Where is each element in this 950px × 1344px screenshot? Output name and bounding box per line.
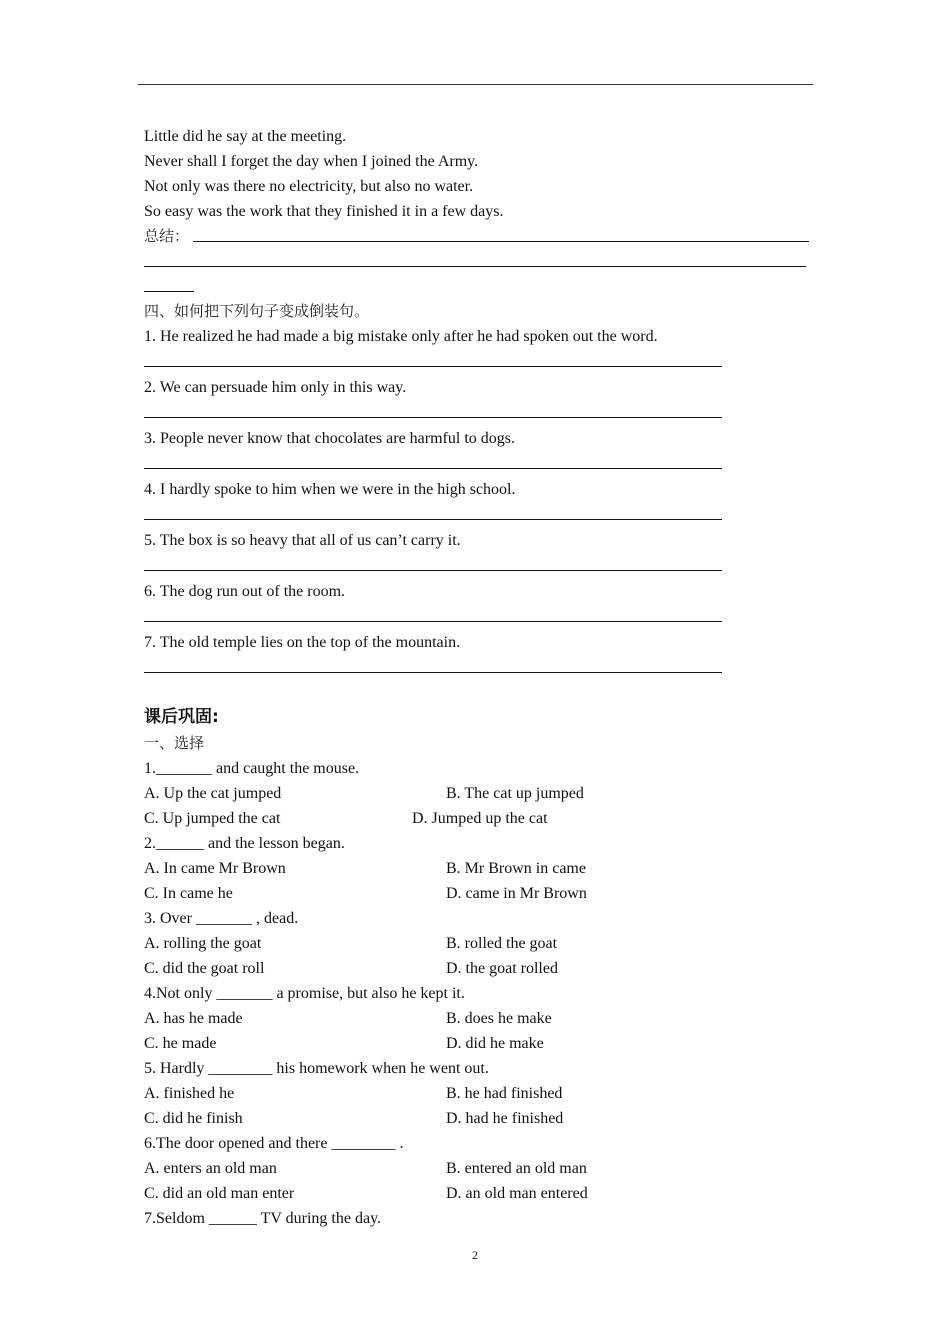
answer-line[interactable] xyxy=(144,655,722,673)
option-d[interactable]: D. Jumped up the cat xyxy=(412,810,548,827)
option-a[interactable]: A. finished he xyxy=(144,1085,235,1102)
option-row xyxy=(144,1181,809,1206)
option-row xyxy=(144,1031,809,1056)
option-c[interactable]: C. did he finish xyxy=(144,1110,243,1127)
option-b[interactable]: B. rolled the goat xyxy=(446,935,558,952)
option-row xyxy=(144,1006,809,1031)
question-stem: 6.The door opened and there ________ . xyxy=(144,1135,404,1152)
answer-line[interactable] xyxy=(144,451,722,469)
summary-blank[interactable] xyxy=(193,224,809,242)
answer-line[interactable] xyxy=(144,553,722,571)
answer-line[interactable] xyxy=(144,604,722,622)
summary-line xyxy=(144,224,809,249)
option-c[interactable]: C. did the goat roll xyxy=(144,960,265,977)
example-sentence: So easy was the work that they finished it in a few days. xyxy=(144,203,504,220)
question-stem: 1._______ and caught the mouse. xyxy=(144,760,360,777)
option-row xyxy=(144,856,809,881)
option-row xyxy=(144,781,809,806)
option-row xyxy=(144,1106,809,1131)
question-stem: 7.Seldom ______ TV during the day. xyxy=(144,1210,382,1227)
option-a[interactable]: A. In came Mr Brown xyxy=(144,860,286,877)
page-content xyxy=(144,124,809,1231)
option-row xyxy=(144,806,809,831)
option-row xyxy=(144,881,809,906)
rewrite-item: 1. He realized he had made a big mistake only after he had spoken out the word. xyxy=(144,328,658,345)
option-d[interactable]: D. came in Mr Brown xyxy=(446,885,587,902)
section-4-title: 四、如何把下列句子变成倒装句。 xyxy=(144,302,370,320)
summary-blank[interactable] xyxy=(144,274,194,292)
option-b[interactable]: B. does he make xyxy=(446,1010,552,1027)
answer-line[interactable] xyxy=(144,349,722,367)
option-a[interactable]: A. has he made xyxy=(144,1010,243,1027)
option-c[interactable]: C. In came he xyxy=(144,885,233,902)
review-subtitle: 一、选择 xyxy=(144,734,205,752)
rewrite-item: 5. The box is so heavy that all of us can’t carry it. xyxy=(144,532,461,549)
option-a[interactable]: A. rolling the goat xyxy=(144,935,262,952)
summary-blank[interactable] xyxy=(144,249,806,267)
option-d[interactable]: D. had he finished xyxy=(446,1110,564,1127)
rewrite-item: 4. I hardly spoke to him when we were in the high school. xyxy=(144,481,516,498)
page-number: 2 xyxy=(472,1248,478,1262)
question-stem: 2.______ and the lesson began. xyxy=(144,835,345,852)
option-row xyxy=(144,931,809,956)
option-a[interactable]: A. enters an old man xyxy=(144,1160,277,1177)
example-sentence: Never shall I forget the day when I joined the Army. xyxy=(144,153,479,170)
example-sentence: Not only was there no electricity, but also no water. xyxy=(144,178,474,195)
option-row xyxy=(144,1081,809,1106)
option-c[interactable]: C. did an old man enter xyxy=(144,1185,295,1202)
example-sentence: Little did he say at the meeting. xyxy=(144,128,347,145)
option-d[interactable]: D. an old man entered xyxy=(446,1185,588,1202)
question-stem: 4.Not only _______ a promise, but also he kept it. xyxy=(144,985,465,1002)
option-b[interactable]: B. The cat up jumped xyxy=(446,785,584,802)
summary-label: 总结： xyxy=(144,227,190,245)
option-d[interactable]: D. the goat rolled xyxy=(446,960,558,977)
rewrite-item: 3. People never know that chocolates are harmful to dogs. xyxy=(144,430,515,447)
answer-line[interactable] xyxy=(144,502,722,520)
review-title: 课后巩固: xyxy=(144,707,219,727)
option-d[interactable]: D. did he make xyxy=(446,1035,544,1052)
rewrite-item: 6. The dog run out of the room. xyxy=(144,583,346,600)
option-c[interactable]: C. he made xyxy=(144,1035,217,1052)
option-a[interactable]: A. Up the cat jumped xyxy=(144,785,282,802)
option-b[interactable]: B. he had finished xyxy=(446,1085,563,1102)
rewrite-item: 2. We can persuade him only in this way. xyxy=(144,379,407,396)
option-c[interactable]: C. Up jumped the cat xyxy=(144,810,281,827)
header-rule xyxy=(138,84,813,85)
option-b[interactable]: B. Mr Brown in came xyxy=(446,860,586,877)
rewrite-item: 7. The old temple lies on the top of the mountain. xyxy=(144,634,461,651)
option-row xyxy=(144,956,809,981)
answer-line[interactable] xyxy=(144,400,722,418)
option-row xyxy=(144,1156,809,1181)
question-stem: 3. Over _______ , dead. xyxy=(144,910,299,927)
question-stem: 5. Hardly ________ his homework when he went out. xyxy=(144,1060,489,1077)
option-b[interactable]: B. entered an old man xyxy=(446,1160,587,1177)
